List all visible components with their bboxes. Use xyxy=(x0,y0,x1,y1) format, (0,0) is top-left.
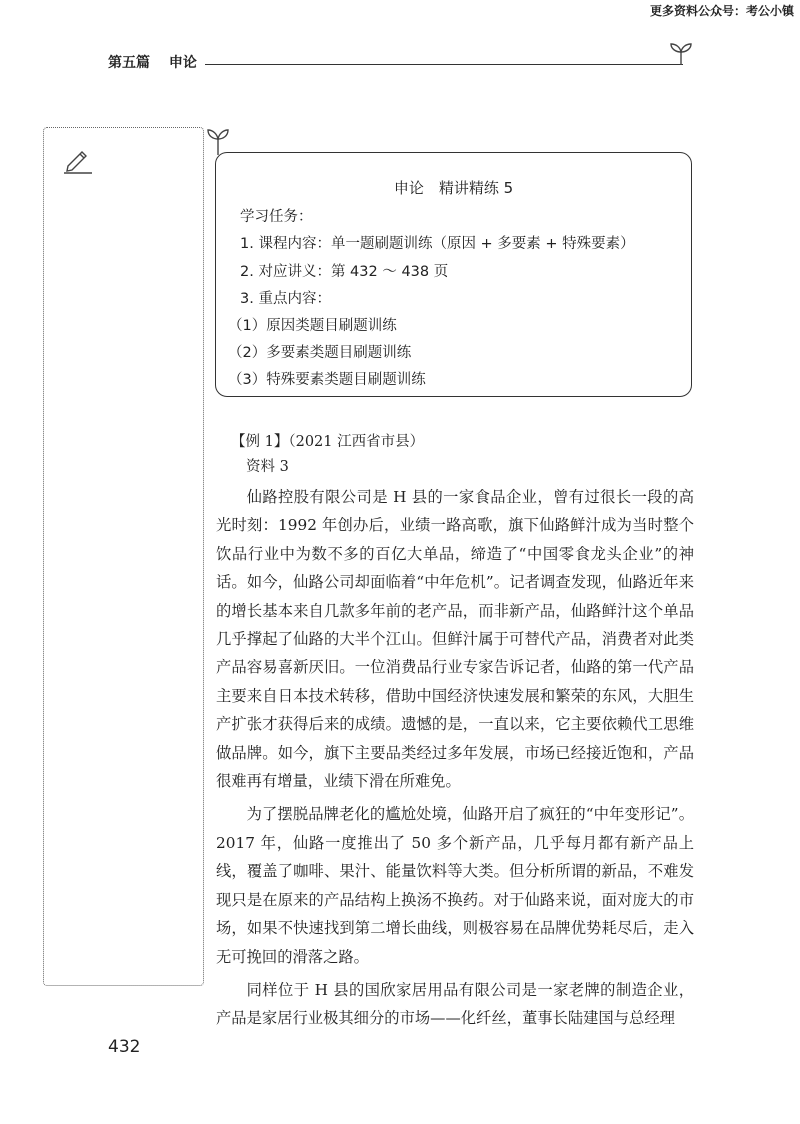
page-number: 432 xyxy=(108,1037,141,1057)
task-item: 3. 重点内容： xyxy=(240,291,331,307)
paragraph: 仙路控股有限公司是 H 县的一家食品企业，曾有过很长一段的高光时刻：1992 年创办后，业绩一路高歌，旗下仙路鲜汁成为当时整个饮品行业中为数不多的百亿大单品，缔造了“中国零食龙头企业”的神话。如今，仙路公司却面临着“中年危机”。记者调查发现，仙路近年来的增长基本来自几款多年前的老产品，而非新产品，仙路鲜汁这个单品几乎撑起了仙路的大半个江山。但鲜汁属于可替代产品，消费者对此类产品容易喜新厌旧。一位消费品行业专家告诉记者，仙路的第一代产品主要来自日本技术转移，借助中国经济快速发展和繁荣的东风，大胆生产扩张才获得后来的成绩。遗憾的是，一直以来，它主要依赖代工思维做品牌。如今，旗下主要品类经过多年发展，市场已经接近饱和，产品很难再有增量，业绩下滑在所难免。 xyxy=(216,488,694,791)
task-item: （2）多要素类题目刷题训练 xyxy=(228,345,412,361)
paragraph: 同样位于 H 县的国欣家居用品有限公司是一家老牌的制造企业，产品是家居行业极其细分的市场——化纤丝，董事长陆建国与总经理 xyxy=(216,980,694,1028)
header-rule xyxy=(205,64,683,65)
task-item: （3）特殊要素类题目刷题训练 xyxy=(228,372,426,388)
sprout-icon xyxy=(668,40,694,66)
example-source: （2021 江西省市县） xyxy=(288,434,425,450)
page-header xyxy=(108,52,197,72)
notes-sidebar xyxy=(43,127,204,986)
task-title: 申论 精讲精练 5 xyxy=(393,179,514,197)
study-task-box xyxy=(215,152,692,397)
paragraph: 为了摆脱品牌老化的尴尬处境，仙路开启了疯狂的“中年变形记”。2017 年，仙路一度推出了 50 多个新产品，几乎每月都有新产品上线，覆盖了咖啡、果汁、能量饮料等大类。但分析所谓的新品，不难发现只是在原来的产品结构上换汤不换药。对于仙路来说，面对庞大的市场，如果不快速找到第二增长曲线，则极容易在品牌优势耗尽后，走入无可挽回的滑落之路。 xyxy=(216,805,694,966)
task-heading: 学习任务： xyxy=(240,209,313,225)
material-label: 资料 3 xyxy=(246,459,289,475)
example-heading xyxy=(231,430,424,451)
task-item: 2. 对应讲义：第 432 ～ 438 页 xyxy=(240,264,449,280)
task-item: 1. 课程内容：单一题刷题训练（原因 + 多要素 + 特殊要素） xyxy=(240,236,635,252)
sprout-icon xyxy=(205,125,231,155)
material-text xyxy=(216,483,694,1033)
watermark: 更多资料公众号：考公小镇 xyxy=(649,4,794,18)
pencil-icon xyxy=(62,148,94,174)
task-item: （1）原因类题目刷题训练 xyxy=(228,318,397,334)
header-subject: 申论 xyxy=(168,55,197,71)
header-part: 第五篇 xyxy=(108,55,150,71)
example-label: 【例 1】 xyxy=(231,434,289,450)
